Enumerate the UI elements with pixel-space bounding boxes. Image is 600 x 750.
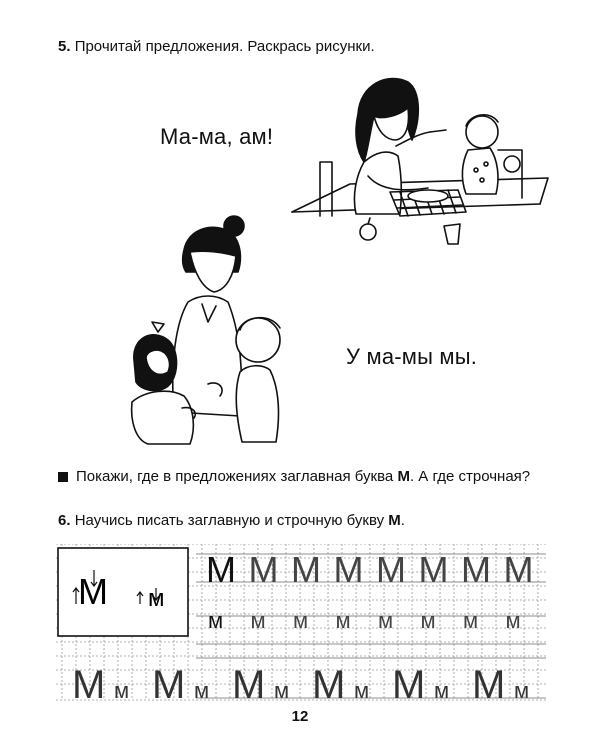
copy-letter: М [392, 663, 426, 704]
copy-letter: м [505, 608, 521, 633]
bullet-letter: М [397, 468, 410, 485]
page-number: 12 [291, 708, 309, 725]
copy-letter: м [434, 678, 450, 703]
sentence-2: У ма-мы мы. [346, 344, 478, 369]
copy-letter: м [335, 608, 351, 633]
copy-letter: м [293, 608, 309, 633]
task-6-heading [58, 512, 405, 529]
copy-letter: М [333, 549, 364, 590]
copy-letter: м [514, 678, 530, 703]
mother-feeding-child-illustration [290, 66, 550, 246]
copy-letter: М [152, 663, 186, 704]
task-6-text-before: Научись писать заглавную и строчную букву [74, 512, 389, 529]
copy-row-2 [208, 608, 521, 633]
bullet-square-icon [58, 472, 68, 482]
copy-letter: М [206, 549, 236, 590]
copy-letter: М [291, 549, 321, 590]
copy-letter: м [420, 608, 436, 633]
mother-with-two-children-illustration [90, 212, 310, 446]
copy-letter: м [114, 678, 130, 703]
task-5-text: Прочитай предложения. Раскрась рисунки. [74, 38, 375, 55]
task-6-text-after: . [400, 512, 405, 529]
copy-letter: м [208, 608, 224, 633]
copy-letter: М [248, 549, 279, 590]
copy-letter: м [274, 678, 290, 703]
copy-letter: м [194, 678, 210, 703]
bullet-question [58, 468, 530, 485]
copy-letter: м [250, 608, 266, 633]
copybook-grid [56, 544, 546, 704]
sample-upper-letter: М [78, 571, 108, 612]
task-5-heading [58, 38, 375, 55]
task-5-number: 5. [58, 38, 71, 55]
copy-letter: М [376, 549, 406, 590]
copy-letter: м [354, 678, 370, 703]
bullet-text-after: . А где строчная? [409, 468, 531, 485]
task-6-number: 6. [58, 512, 71, 529]
copy-letter: м [378, 608, 394, 633]
bullet-text-before: Покажи, где в предложениях заглавная буква [76, 468, 398, 485]
task-6-letter: М [388, 512, 401, 529]
copy-letter: М [232, 663, 266, 704]
copy-letter: М [461, 549, 491, 590]
sentence-1: Ма-ма, ам! [160, 124, 274, 149]
copy-letter: М [312, 663, 346, 704]
copy-letter: М [72, 663, 106, 704]
copy-letter: м [463, 608, 479, 633]
copy-letter: М [418, 549, 449, 590]
copy-letter: М [503, 549, 534, 590]
sample-lower-letter: м [148, 585, 165, 612]
copy-letter: М [472, 663, 506, 704]
